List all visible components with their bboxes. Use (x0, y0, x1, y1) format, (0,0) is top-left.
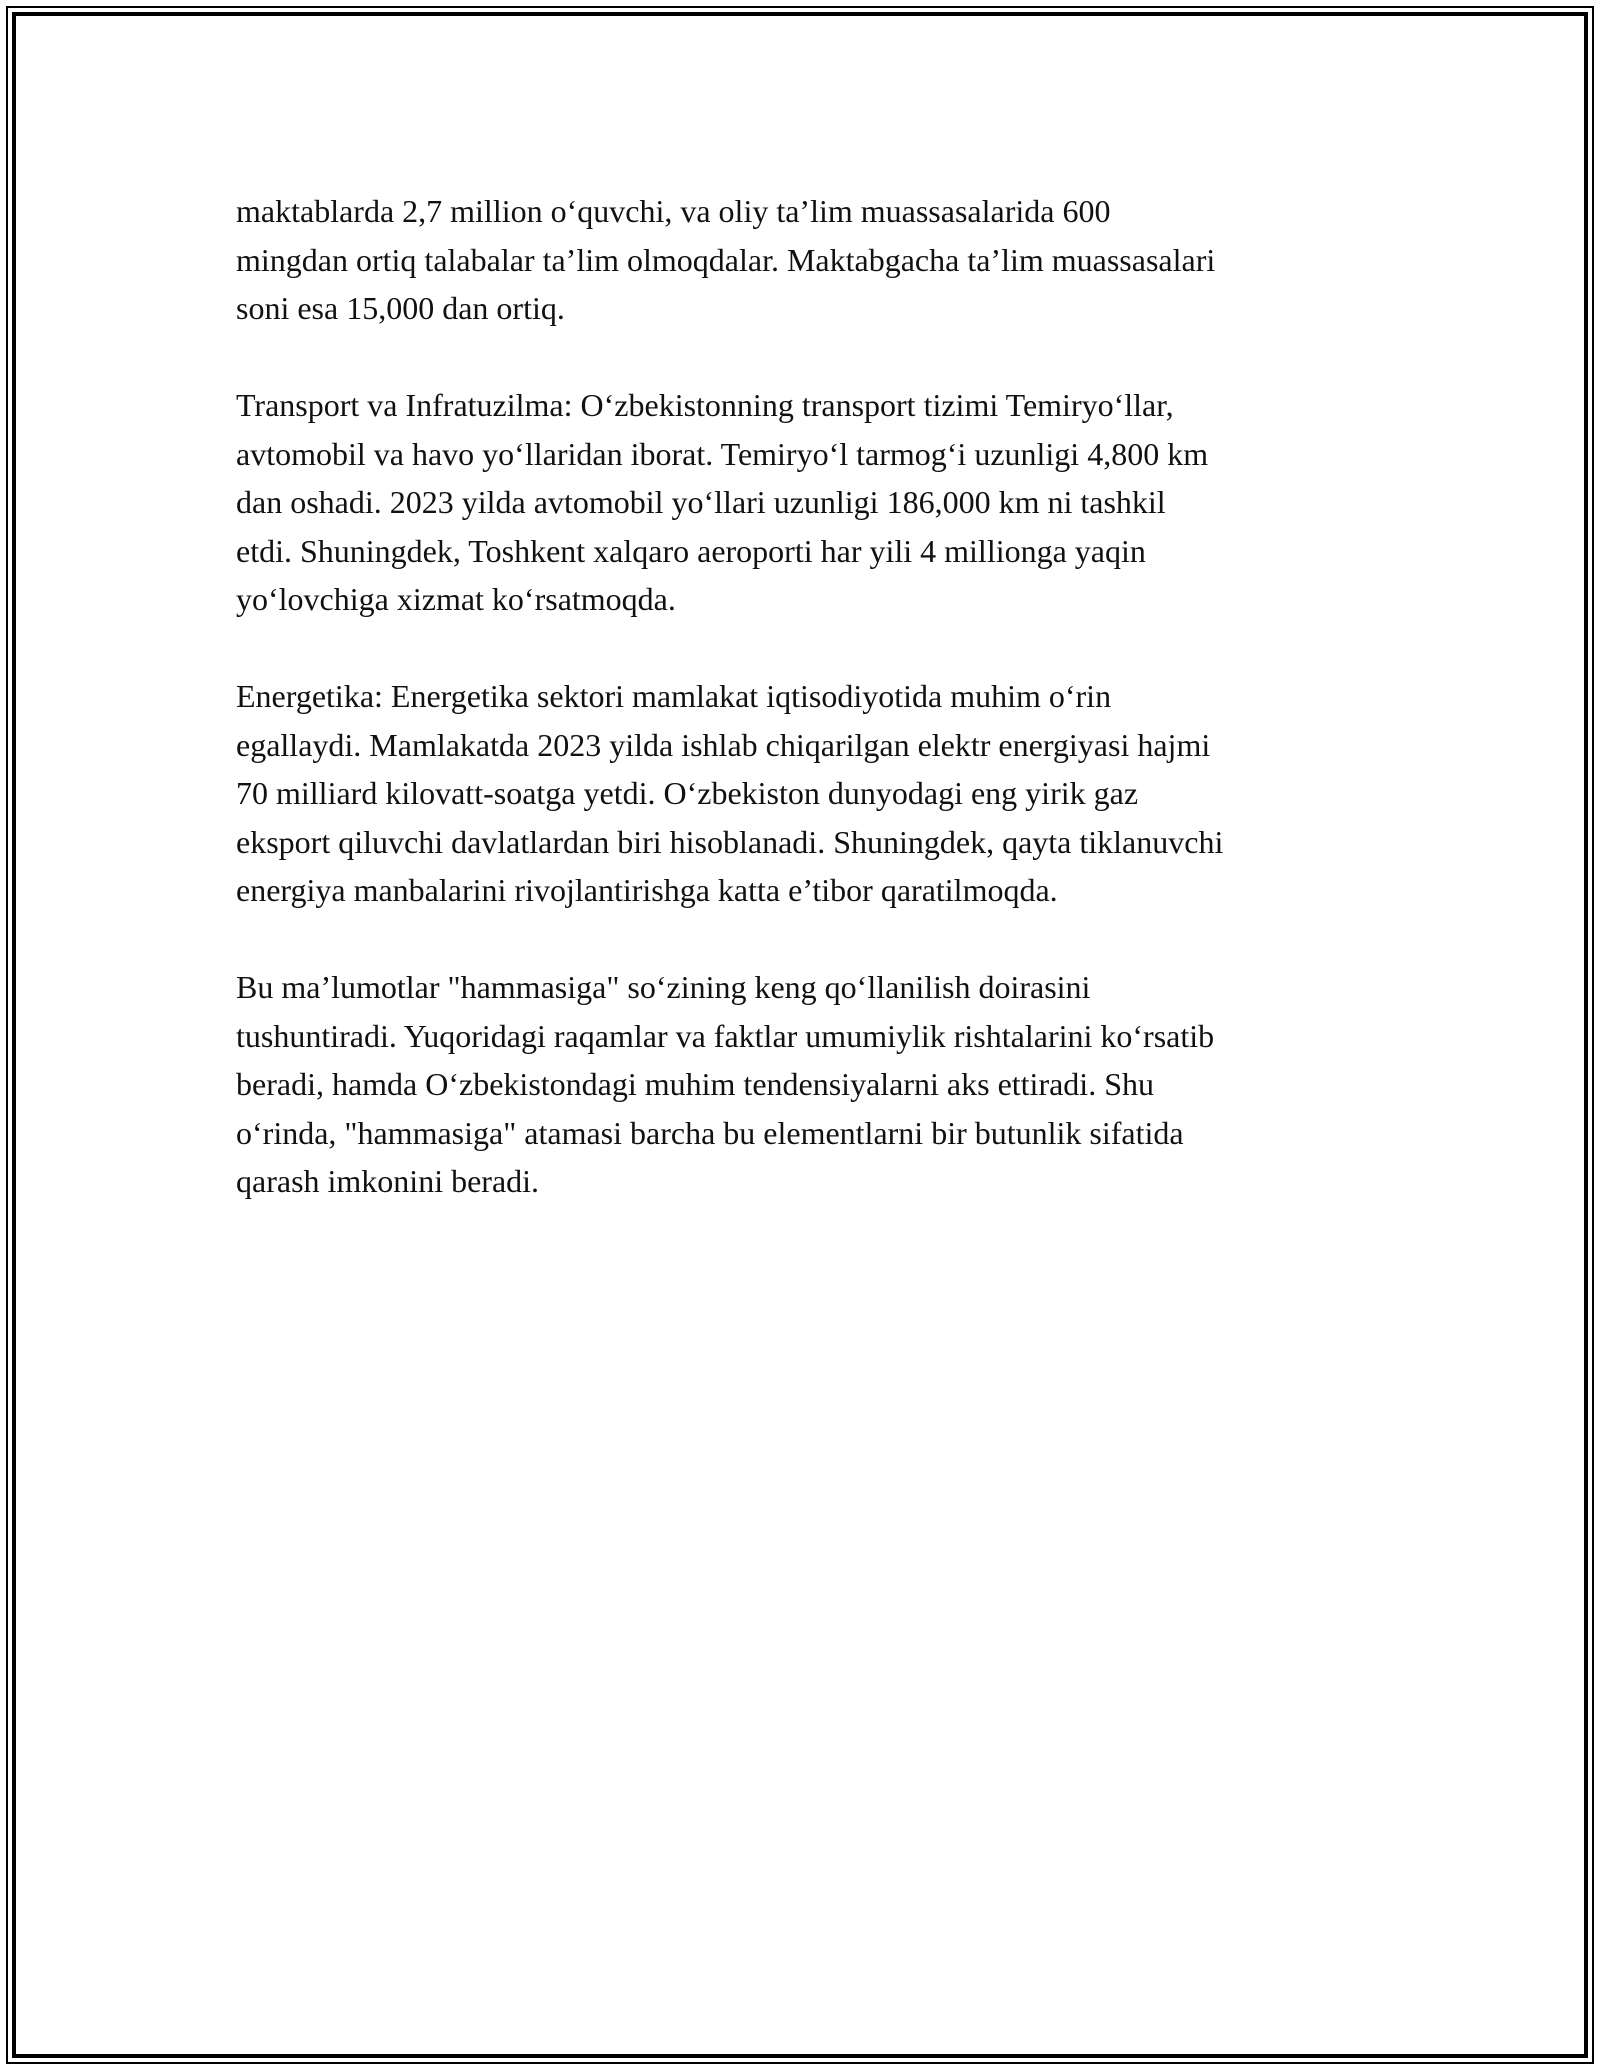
paragraph-education: maktablarda 2,7 million o‘quvchi, va oliy ta’lim muassasalarida 600 mingdan ortiq talabalar ta’lim olmoqdalar. Maktabgacha ta’lim muassasalari soni esa 15,000 dan ortiq. (236, 193, 1216, 326)
paragraph-transport: Transport va Infratuzilma: O‘zbekistonning transport tizimi Temiryo‘llar, avtomobil va havo yo‘llaridan iborat. Temiryo‘l tarmog‘i uzunligi 4,800 km dan oshadi. 2023 yilda avtomobil yo‘llari uzunligi 186,000 km ni tashkil etdi. Shuningdek, Toshkent xalqaro aeroporti har yili 4 millionga yaqin yo‘lovchiga xizmat ko‘rsatmoqda. (236, 387, 1209, 617)
paragraph-energy: Energetika: Energetika sektori mamlakat iqtisodiyotida muhim o‘rin egallaydi. Mamlakatda 2023 yilda ishlab chiqarilgan elektr energiyasi hajmi 70 milliard kilovatt-soatga yetdi. O‘zbekiston dunyodagi eng yirik gaz eksport qiluvchi davlatlardan biri hisoblanadi. Shuningdek, qayta tiklanuvchi energiya manbalarini rivojlantirishga katta e’tibor qaratilmoqda. (236, 678, 1224, 908)
paragraph-conclusion: Bu ma’lumotlar "hammasiga" so‘zining keng qo‘llanilish doirasini tushuntiradi. Yuqoridagi raqamlar va faktlar umumiylik rishtalarini ko‘rsatib beradi, hamda O‘zbekistondagi muhim tendensiyalarni aks ettiradi. Shu o‘rinda, "hammasiga" atamasi barcha bu elementlarni bir butunlik sifatida qarash imkonini beradi. (236, 969, 1215, 1199)
document-body (236, 187, 1366, 1254)
